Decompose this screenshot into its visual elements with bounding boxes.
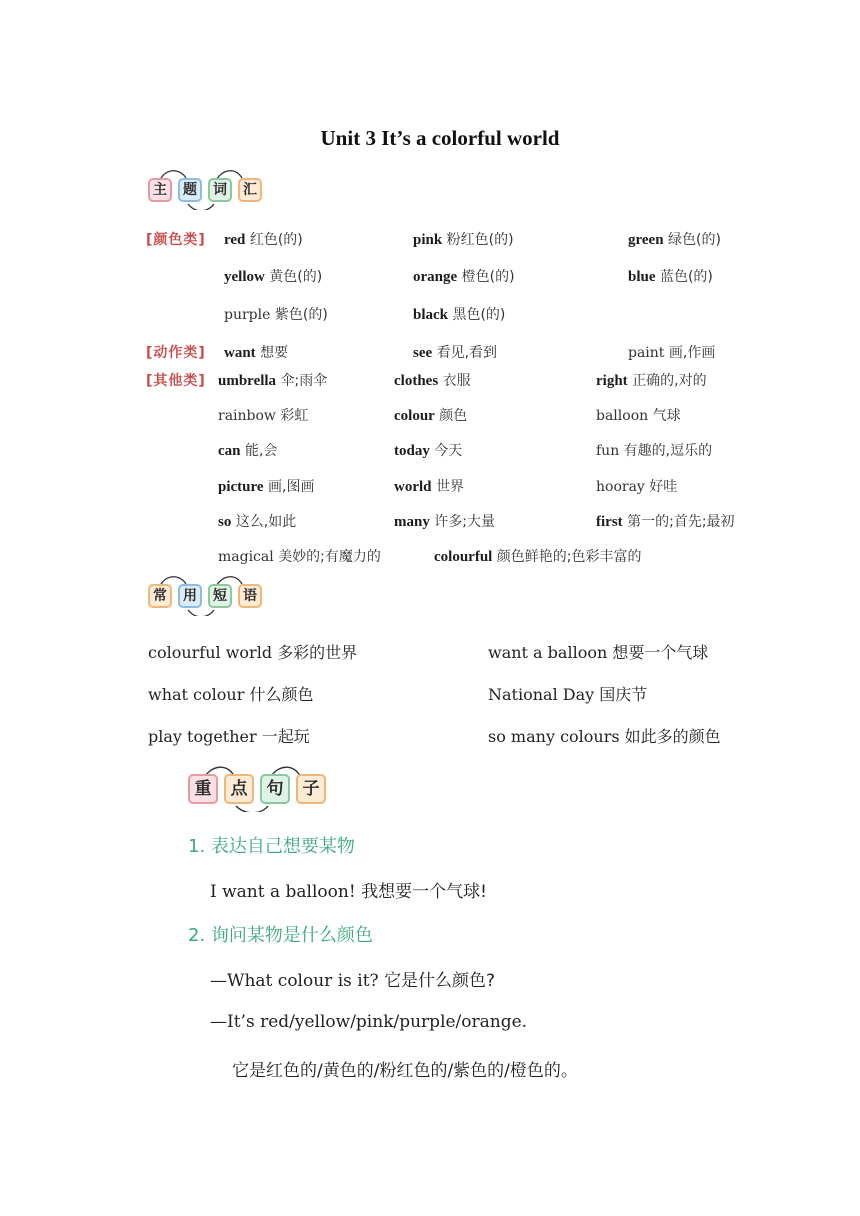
badge-char: 词 xyxy=(208,178,232,202)
vocab-item: can 能,会 xyxy=(218,443,278,459)
vocab-item: see 看见,看到 xyxy=(413,345,498,361)
sentence-2-question: —What colour is it? 它是什么颜色? xyxy=(210,971,496,991)
vocab-item: want 想要 xyxy=(224,345,289,361)
vocab-item: many 许多;大量 xyxy=(394,514,496,530)
badge-char: 常 xyxy=(148,584,172,608)
vocab-item: paint 画,作画 xyxy=(628,345,716,361)
category-label-actions: [动作类] xyxy=(146,345,206,361)
vocab-item: today 今天 xyxy=(394,443,463,459)
vocab-item: clothes 衣服 xyxy=(394,373,471,389)
phrase-item: colourful world 多彩的世界 xyxy=(148,643,358,662)
vocab-item: purple 紫色(的) xyxy=(224,307,328,323)
section-badge-sentences xyxy=(186,762,336,812)
vocab-item: so 这么,如此 xyxy=(218,514,297,530)
vocab-item: colourful 颜色鲜艳的;色彩丰富的 xyxy=(434,549,642,565)
vocab-item: red 红色(的) xyxy=(224,232,303,248)
vocab-item: black 黑色(的) xyxy=(413,307,506,323)
vocab-item: pink 粉红色(的) xyxy=(413,232,514,248)
vocab-item: hooray 好哇 xyxy=(596,479,678,495)
badge-char: 短 xyxy=(208,584,232,608)
vocab-item: right 正确的,对的 xyxy=(596,373,707,389)
phrase-item: so many colours 如此多的颜色 xyxy=(488,727,721,746)
page-title: Unit 3 It’s a colorful world xyxy=(320,126,560,150)
badge-char: 语 xyxy=(238,584,262,608)
section-badge-phrases xyxy=(146,572,270,616)
badge-char: 子 xyxy=(296,774,326,804)
badge-char: 重 xyxy=(188,774,218,804)
vocab-item: blue 蓝色(的) xyxy=(628,269,713,285)
category-label-colors: [颜色类] xyxy=(146,232,206,248)
sentence-1: I want a balloon! 我想要一个气球! xyxy=(210,882,487,902)
section-badge-vocab xyxy=(146,166,270,210)
vocab-item: green 绿色(的) xyxy=(628,232,721,248)
vocab-item: orange 橙色(的) xyxy=(413,269,515,285)
phrase-item: National Day 国庆节 xyxy=(488,685,648,704)
vocab-item: yellow 黄色(的) xyxy=(224,269,323,285)
badge-char: 点 xyxy=(224,774,254,804)
badge-char: 句 xyxy=(260,774,290,804)
badge-char: 汇 xyxy=(238,178,262,202)
phrase-item: play together 一起玩 xyxy=(148,727,310,746)
badge-char: 用 xyxy=(178,584,202,608)
phrase-item: what colour 什么颜色 xyxy=(148,685,314,704)
sentence-2-answer: —It’s red/yellow/pink/purple/orange. xyxy=(210,1012,528,1032)
phrase-item: want a balloon 想要一个气球 xyxy=(488,643,709,662)
vocab-item: umbrella 伞;雨伞 xyxy=(218,373,328,389)
vocab-item: colour 颜色 xyxy=(394,408,468,424)
badge-char: 题 xyxy=(178,178,202,202)
vocab-item: balloon 气球 xyxy=(596,408,681,424)
vocab-item: world 世界 xyxy=(394,479,464,495)
sentence-2-answer-translation: 它是红色的/黄色的/粉红色的/紫色的/橙色的。 xyxy=(232,1061,578,1081)
vocab-item: picture 画,图画 xyxy=(218,479,315,495)
badge-char: 主 xyxy=(148,178,172,202)
vocab-item: magical 美妙的;有魔力的 xyxy=(218,549,381,565)
vocab-item: rainbow 彩虹 xyxy=(218,408,309,424)
sentence-subtitle-1: 1. 表达自己想要某物 xyxy=(188,836,355,857)
vocab-item: first 第一的;首先;最初 xyxy=(596,514,735,530)
vocab-item: fun 有趣的,逗乐的 xyxy=(596,443,713,459)
category-label-others: [其他类] xyxy=(146,373,206,389)
sentence-subtitle-2: 2. 询问某物是什么颜色 xyxy=(188,925,373,946)
